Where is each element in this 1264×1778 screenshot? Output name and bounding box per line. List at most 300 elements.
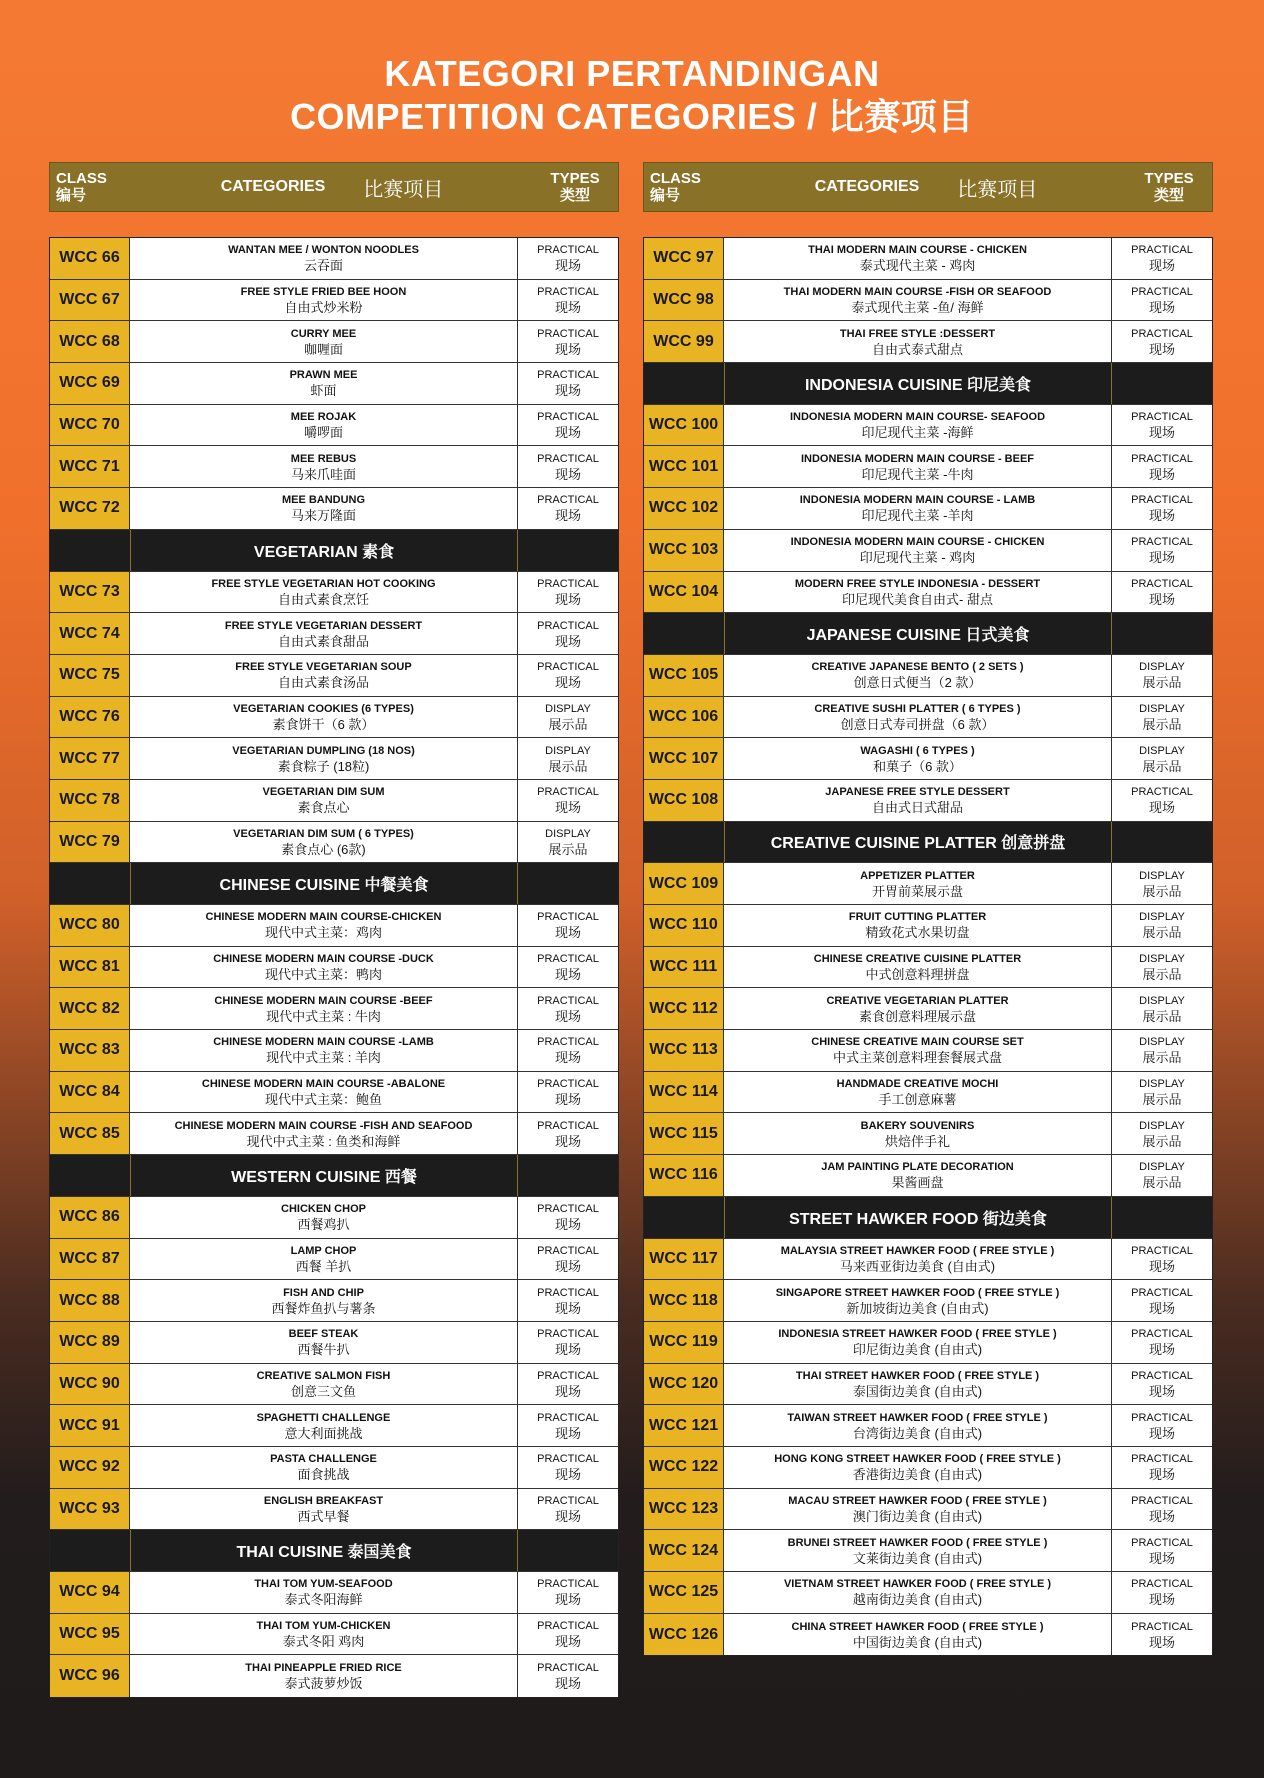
type-en: DISPLAY [1139,702,1185,715]
type-cell [1112,1072,1212,1113]
header-class-zh: 编号 [650,187,681,204]
type-en: DISPLAY [1139,1119,1185,1132]
category-en: THAI TOM YUM-CHICKEN [256,1620,391,1633]
category-zh: 印尼现代美食自由式- 甜点 [842,591,993,607]
category-en: SPAGHETTI CHALLENGE [256,1411,391,1424]
category-en: VEGETARIAN DUMPLING (18 NOS) [232,744,415,757]
type-cell [518,1030,618,1071]
type-en: PRACTICAL [1131,577,1193,590]
type-zh: 现场 [554,1258,581,1274]
table-row [50,947,618,989]
type-zh: 现场 [554,1634,581,1650]
type-en: PRACTICAL [1131,411,1193,424]
category-zh: 印尼现代主菜 -海鲜 [861,425,974,441]
category-cell [724,405,1112,446]
class-code: WCC 94 [50,1572,130,1613]
class-code: WCC 74 [50,613,130,654]
table-row [644,446,1212,488]
type-cell [518,446,618,487]
category-zh: 素食饼干（6 款） [272,716,375,732]
type-en: PRACTICAL [1131,244,1193,257]
type-zh: 现场 [554,1467,581,1483]
category-cell [130,780,518,821]
section-spacer [1112,363,1212,404]
type-en: DISPLAY [1139,661,1185,674]
table-row [50,1239,618,1281]
category-en: CHINESE MODERN MAIN COURSE -ABALONE [201,1078,446,1091]
category-zh: 泰式菠萝炒饭 [284,1676,363,1692]
category-en: CHINESE MODERN MAIN COURSE -BEEF [214,994,433,1007]
category-en: THAI MODERN MAIN COURSE -FISH OR SEAFOOD [783,286,1052,299]
type-cell [1112,1489,1212,1530]
table-header [643,162,1213,212]
type-zh: 现场 [554,1676,581,1692]
class-code: WCC 109 [644,863,724,904]
type-zh: 现场 [554,1008,581,1024]
table-row [644,1239,1212,1281]
section-header [50,1530,618,1572]
category-cell [130,1072,518,1113]
type-zh: 展示品 [1142,925,1182,941]
category-cell [130,572,518,613]
category-en: INDONESIA MODERN MAIN COURSE - BEEF [800,452,1035,465]
section-header [50,1155,618,1197]
class-code: WCC 114 [644,1072,724,1113]
category-en: CHINESE MODERN MAIN COURSE -LAMB [213,1036,434,1049]
type-cell [1112,572,1212,613]
header-categories [726,173,1126,202]
table-row [50,1572,618,1614]
table-row [50,1447,618,1489]
type-zh: 现场 [1148,1342,1175,1358]
category-cell [130,655,518,696]
section-title: WESTERN CUISINE 西餐 [131,1155,518,1196]
category-en: CHINESE CREATIVE CUISINE PLATTER [813,953,1022,966]
type-en: PRACTICAL [537,953,599,966]
category-zh: 越南街边美食 (自由式) [852,1592,983,1608]
table-row [644,321,1212,363]
type-zh: 现场 [1148,300,1175,316]
class-code: WCC 117 [644,1239,724,1280]
table-row [50,405,618,447]
type-zh: 展示品 [1142,1008,1182,1024]
type-zh: 展示品 [1142,883,1182,899]
type-en: PRACTICAL [1131,1536,1193,1549]
category-zh: 云吞面 [303,258,343,274]
type-zh: 现场 [554,1342,581,1358]
table-row [50,321,618,363]
table-row [50,1614,618,1656]
type-cell [1112,988,1212,1029]
class-code: WCC 101 [644,446,724,487]
table-row [50,1072,618,1114]
category-zh: 现代中式主菜：鸡肉 [264,925,382,941]
category-zh: 开胃前菜展示盘 [871,883,963,899]
type-cell [518,613,618,654]
type-en: PRACTICAL [537,661,599,674]
table-header [49,162,619,212]
category-en: CHINESE MODERN MAIN COURSE-CHICKEN [205,911,442,924]
table-row [644,988,1212,1030]
type-en: DISPLAY [1139,744,1185,757]
class-code: WCC 116 [644,1155,724,1196]
category-en: BEEF STEAK [288,1328,359,1341]
category-zh: 马来爪哇面 [290,466,356,482]
category-cell [724,572,1112,613]
category-zh: 现代中式主菜：鲍鱼 [264,1092,382,1108]
category-zh: 自由式素食甜品 [277,633,369,649]
section-spacer [50,863,131,904]
type-zh: 现场 [1148,1383,1175,1399]
type-cell [518,321,618,362]
type-en: PRACTICAL [537,327,599,340]
table-row [644,947,1212,989]
header-categories-zh: 比赛项目 [957,178,1038,201]
class-code: WCC 112 [644,988,724,1029]
type-cell [518,238,618,279]
type-en: PRACTICAL [537,1494,599,1507]
table-row [50,780,618,822]
category-zh: 泰式冬阳海鲜 [284,1592,363,1608]
class-code: WCC 78 [50,780,130,821]
class-code: WCC 110 [644,905,724,946]
left-rows [49,237,619,1698]
category-cell [130,1280,518,1321]
category-zh: 现代中式主菜 : 羊肉 [266,1050,381,1066]
category-cell [724,1030,1112,1071]
type-en: PRACTICAL [537,1244,599,1257]
type-en: PRACTICAL [537,786,599,799]
class-code: WCC 90 [50,1364,130,1405]
type-zh: 展示品 [548,758,588,774]
category-zh: 中国街边美食 (自由式) [852,1634,983,1650]
type-en: PRACTICAL [537,1411,599,1424]
type-cell [1112,488,1212,529]
type-en: PRACTICAL [537,619,599,632]
type-zh: 现场 [554,1508,581,1524]
type-zh: 展示品 [1142,1175,1182,1191]
category-en: MEE BANDUNG [281,494,366,507]
type-cell [1112,1447,1212,1488]
section-spacer [1112,822,1212,863]
class-code: WCC 75 [50,655,130,696]
category-cell [724,1447,1112,1488]
type-en: DISPLAY [1139,1078,1185,1091]
class-code: WCC 108 [644,780,724,821]
type-cell [1112,321,1212,362]
type-zh: 现场 [554,341,581,357]
type-zh: 现场 [554,466,581,482]
category-en: SINGAPORE STREET HAWKER FOOD ( FREE STYLE ) [775,1286,1060,1299]
category-en: BRUNEI STREET HAWKER FOOD ( FREE STYLE ) [787,1536,1048,1549]
table-row [50,738,618,780]
category-cell [724,1155,1112,1196]
table-row [644,530,1212,572]
table-row [50,1197,618,1239]
type-en: PRACTICAL [1131,1453,1193,1466]
table-row [50,697,618,739]
table-row [644,780,1212,822]
category-zh: 现代中式主菜 : 鱼类和海鲜 [246,1133,401,1149]
class-code: WCC 93 [50,1489,130,1530]
type-zh: 现场 [1148,800,1175,816]
type-cell [518,738,618,779]
class-code: WCC 96 [50,1655,130,1697]
category-en: VEGETARIAN COOKIES (6 TYPES) [233,702,414,715]
type-zh: 现场 [1148,258,1175,274]
category-zh: 台湾街边美食 (自由式) [852,1425,983,1441]
category-en: THAI FREE STYLE :DESSERT [839,327,996,340]
title-english-chinese: COMPETITION CATEGORIES / 比赛项目 [290,96,974,137]
right-table [643,162,1213,1656]
category-en: THAI PINEAPPLE FRIED RICE [245,1662,402,1675]
type-zh: 现场 [554,1050,581,1066]
type-zh: 现场 [554,675,581,691]
category-en: THAI STREET HAWKER FOOD ( FREE STYLE ) [795,1369,1040,1382]
category-zh: 文莱街边美食 (自由式) [852,1550,983,1566]
table-row [50,488,618,530]
category-zh: 马来万隆面 [290,508,356,524]
category-cell [130,1572,518,1613]
type-cell [518,1280,618,1321]
header-categories [132,173,532,202]
category-cell [724,1572,1112,1613]
type-zh: 现场 [1148,1550,1175,1566]
category-en: CREATIVE VEGETARIAN PLATTER [826,994,1009,1007]
category-zh: 印尼现代主菜 - 鸡肉 [859,550,976,566]
category-en: HONG KONG STREET HAWKER FOOD ( FREE STYLE ) [774,1453,1061,1466]
category-zh: 创意日式寿司拼盘（6 款） [840,716,995,732]
category-en: MACAU STREET HAWKER FOOD ( FREE STYLE ) [788,1494,1047,1507]
category-zh: 手工创意麻薯 [878,1092,957,1108]
category-en: MODERN FREE STYLE INDONESIA - DESSERT [794,577,1041,590]
class-code: WCC 66 [50,238,130,279]
type-en: PRACTICAL [1131,286,1193,299]
class-code: WCC 72 [50,488,130,529]
type-cell [518,1364,618,1405]
table-row [644,1113,1212,1155]
class-code: WCC 77 [50,738,130,779]
category-zh: 泰式现代主菜 -鱼/ 海鲜 [851,300,984,316]
left-table [49,162,619,1698]
class-code: WCC 97 [644,238,724,279]
table-row [50,572,618,614]
type-zh: 现场 [1148,1634,1175,1650]
category-en: CREATIVE SUSHI PLATTER ( 6 TYPES ) [814,702,1021,715]
section-title: STREET HAWKER FOOD 街边美食 [725,1197,1112,1238]
table-row [644,1030,1212,1072]
class-code: WCC 83 [50,1030,130,1071]
type-cell [1112,405,1212,446]
category-cell [724,1405,1112,1446]
type-cell [1112,1364,1212,1405]
type-cell [518,488,618,529]
type-en: PRACTICAL [537,1578,599,1591]
category-zh: 素食点心 (6款) [281,841,366,857]
category-cell [724,738,1112,779]
type-en: PRACTICAL [537,994,599,1007]
category-zh: 西餐牛扒 [297,1342,350,1358]
section-title: JAPANESE CUISINE 日式美食 [725,613,1112,654]
class-code: WCC 69 [50,363,130,404]
category-zh: 素食点心 [297,800,350,816]
category-cell [724,1530,1112,1571]
type-en: PRACTICAL [537,1369,599,1382]
category-cell [724,488,1112,529]
type-en: PRACTICAL [1131,1411,1193,1424]
section-spacer [50,530,131,571]
section-spacer [50,1530,131,1571]
type-en: PRACTICAL [537,369,599,382]
category-zh: 烘焙伴手礼 [884,1133,950,1149]
header-types [532,170,618,204]
class-code: WCC 102 [644,488,724,529]
type-cell [518,947,618,988]
category-zh: 自由式素食烹饪 [277,591,369,607]
type-en: PRACTICAL [1131,1244,1193,1257]
category-en: JAPANESE FREE STYLE DESSERT [825,786,1010,799]
category-cell [130,905,518,946]
category-en: INDONESIA STREET HAWKER FOOD ( FREE STYLE ) [778,1328,1057,1341]
type-en: DISPLAY [545,744,591,757]
type-en: PRACTICAL [537,1662,599,1675]
category-cell [130,446,518,487]
type-cell [518,1197,618,1238]
category-cell [724,655,1112,696]
table-row [50,280,618,322]
type-cell [518,1614,618,1655]
category-cell [130,1322,518,1363]
type-en: DISPLAY [1139,1036,1185,1049]
type-zh: 现场 [1148,1300,1175,1316]
category-cell [724,780,1112,821]
table-row [50,822,618,864]
class-code: WCC 70 [50,405,130,446]
type-en: PRACTICAL [1131,327,1193,340]
type-cell [518,1447,618,1488]
section-title: CHINESE CUISINE 中餐美食 [131,863,518,904]
type-cell [518,1572,618,1613]
category-zh: 澳门街边美食 (自由式) [852,1508,983,1524]
type-cell [1112,1239,1212,1280]
category-zh: 现代中式主菜：鸭肉 [264,967,382,983]
category-zh: 西式早餐 [297,1508,350,1524]
category-cell [724,947,1112,988]
category-zh: 创意日式便当（2 款） [853,675,982,691]
type-zh: 现场 [554,300,581,316]
type-zh: 展示品 [1142,675,1182,691]
type-zh: 现场 [1148,1508,1175,1524]
type-en: PRACTICAL [1131,786,1193,799]
class-code: WCC 88 [50,1280,130,1321]
type-en: DISPLAY [1139,1161,1185,1174]
type-en: PRACTICAL [537,1286,599,1299]
type-en: PRACTICAL [537,286,599,299]
category-cell [130,738,518,779]
type-cell [518,780,618,821]
header-categories-en: CATEGORIES [220,178,326,195]
category-en: INDONESIA MODERN MAIN COURSE - LAMB [799,494,1036,507]
class-code: WCC 124 [644,1530,724,1571]
table-row [50,1489,618,1531]
type-cell [518,280,618,321]
category-cell [130,822,518,863]
table-row [50,1113,618,1155]
category-cell [130,1405,518,1446]
table-row [50,238,618,280]
class-code: WCC 68 [50,321,130,362]
header-types-en: TYPES [1144,170,1194,187]
type-cell [518,1322,618,1363]
category-en: JAM PAINTING PLATE DECORATION [821,1161,1014,1174]
category-cell [130,947,518,988]
type-en: PRACTICAL [537,452,599,465]
class-code: WCC 122 [644,1447,724,1488]
category-cell [130,1655,518,1697]
class-code: WCC 119 [644,1322,724,1363]
section-spacer [518,530,618,571]
type-zh: 现场 [1148,425,1175,441]
class-code: WCC 92 [50,1447,130,1488]
category-cell [130,1197,518,1238]
type-en: PRACTICAL [537,411,599,424]
type-cell [1112,446,1212,487]
category-en: HANDMADE CREATIVE MOCHI [836,1078,999,1091]
type-cell [1112,238,1212,279]
category-cell [130,321,518,362]
type-zh: 现场 [554,1217,581,1233]
type-cell [518,1655,618,1697]
class-code: WCC 73 [50,572,130,613]
type-zh: 现场 [1148,550,1175,566]
section-spacer [1112,1197,1212,1238]
category-en: TAIWAN STREET HAWKER FOOD ( FREE STYLE ) [787,1411,1048,1424]
category-en: CURRY MEE [290,327,357,340]
section-title: INDONESIA CUISINE 印尼美食 [725,363,1112,404]
table-row [50,1322,618,1364]
type-en: DISPLAY [1139,869,1185,882]
type-cell [518,572,618,613]
type-en: PRACTICAL [1131,1578,1193,1591]
type-cell [518,655,618,696]
type-zh: 现场 [554,800,581,816]
category-en: THAI MODERN MAIN COURSE - CHICKEN [808,244,1027,257]
section-header [50,530,618,572]
type-zh: 现场 [554,258,581,274]
header-class-zh: 编号 [56,187,87,204]
type-en: PRACTICAL [537,1078,599,1091]
type-cell [518,363,618,404]
header-class [644,170,726,204]
category-cell [130,238,518,279]
table-row [644,1280,1212,1322]
category-zh: 虾面 [310,383,337,399]
class-code: WCC 107 [644,738,724,779]
table-row [50,988,618,1030]
type-cell [518,988,618,1029]
class-code: WCC 126 [644,1614,724,1656]
type-cell [1112,1405,1212,1446]
class-code: WCC 87 [50,1239,130,1280]
category-cell [724,238,1112,279]
category-zh: 意大利面挑战 [284,1425,363,1441]
table-row [644,905,1212,947]
category-en: BAKERY SOUVENIRS [860,1119,975,1132]
table-row [644,1572,1212,1614]
type-en: PRACTICAL [1131,536,1193,549]
category-en: WAGASHI ( 6 TYPES ) [860,744,975,757]
type-en: PRACTICAL [1131,1286,1193,1299]
